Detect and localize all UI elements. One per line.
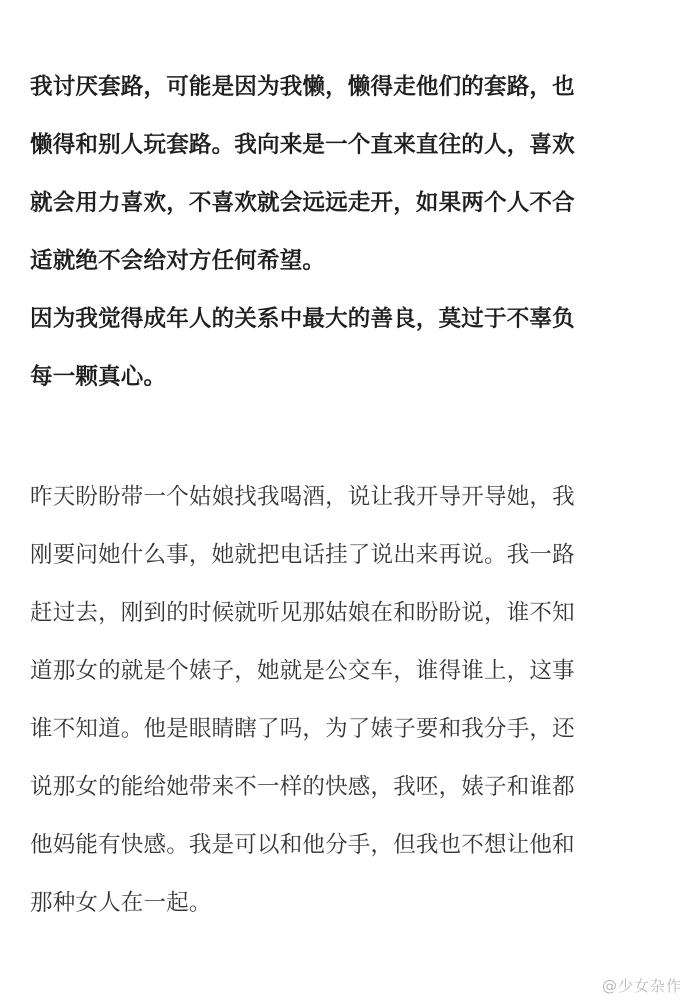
text-line: 那种女人在一起。 [30, 890, 212, 916]
text-line: 懒得和别人玩套路。我向来是一个直来直往的人，喜欢 [30, 132, 575, 158]
text-line: 昨天盼盼带一个姑娘找我喝酒，说让我开导开导她，我 [30, 484, 575, 510]
text-line: 每一颗真心。 [30, 364, 167, 390]
text-line: 刚要问她什么事，她就把电话挂了说出来再说。我一路 [30, 542, 575, 568]
watermark: @少女杂作 [601, 977, 682, 995]
text-line: 道那女的就是个婊子，她就是公交车，谁得谁上，这事 [30, 658, 575, 684]
intro-paragraph [30, 58, 660, 406]
text-line: 谁不知道。他是眼睛瞎了吗，为了婊子要和我分手，还 [30, 716, 575, 742]
text-line: 因为我觉得成年人的关系中最大的善良，莫过于不辜负 [30, 306, 575, 332]
text-line: 适就绝不会给对方任何希望。 [30, 248, 326, 274]
text-line: 就会用力喜欢，不喜欢就会远远走开，如果两个人不合 [30, 190, 575, 216]
text-line: 他妈能有快感。我是可以和他分手，但我也不想让他和 [30, 832, 575, 858]
story-paragraph [30, 468, 660, 932]
text-line: 我讨厌套路，可能是因为我懒，懒得走他们的套路，也 [30, 74, 575, 100]
text-line: 说那女的能给她带来不一样的快感，我呸，婊子和谁都 [30, 774, 575, 800]
text-line: 赶过去，刚到的时候就听见那姑娘在和盼盼说，谁不知 [30, 600, 575, 626]
